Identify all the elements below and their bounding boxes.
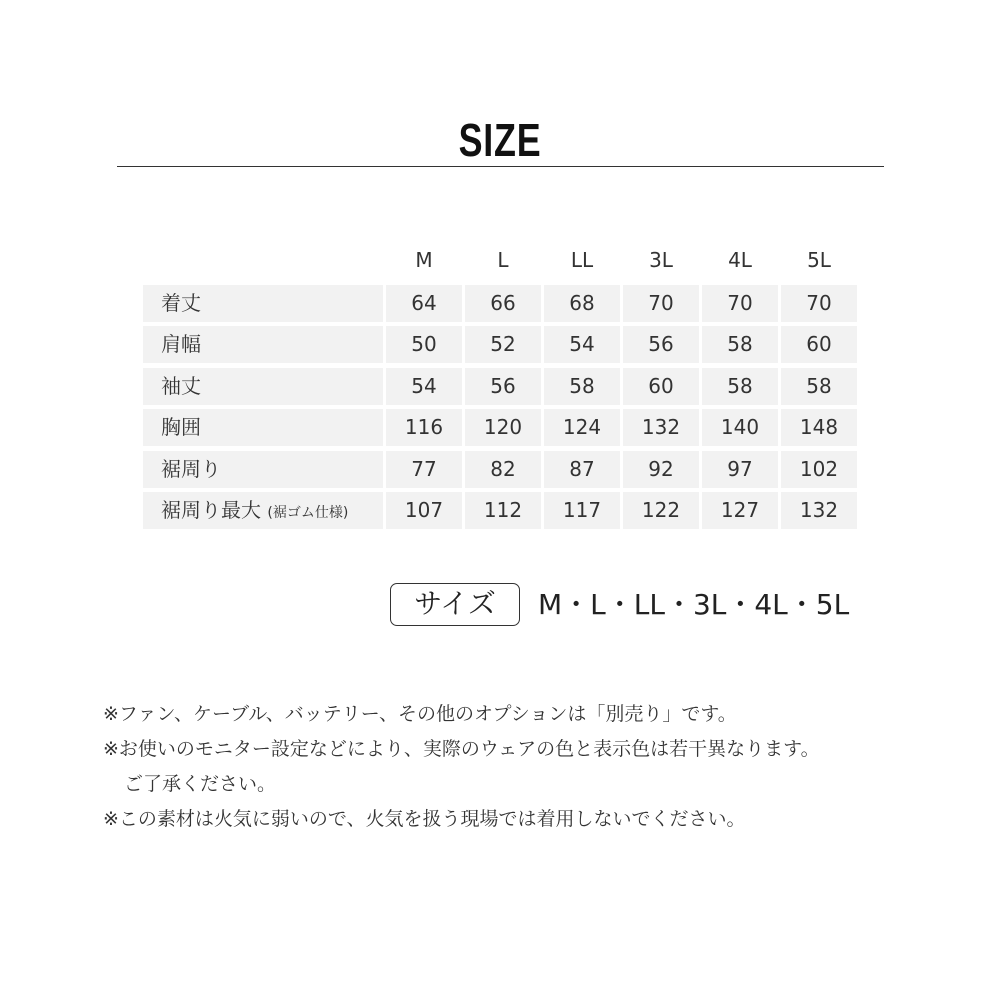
table-cell: 132 [623,409,699,446]
table-cell: 64 [386,285,462,322]
table-cell: 54 [386,368,462,405]
table-cell: 140 [702,409,778,446]
row-label-note: (裾ゴム仕様) [267,505,349,521]
table-cell: 70 [623,285,699,322]
note-item: ※お使いのモニター設定などにより、実際のウェアの色と表示色は若干異なります。 [103,738,820,760]
row-label: 裾周り [143,451,383,488]
column-header-l: L [497,248,509,272]
table-cell: 124 [544,409,620,446]
row-label-text: 裾周り最大 [161,498,261,522]
table-cell: 60 [781,326,857,363]
column-header-5l: 5L [807,248,831,272]
table-cell: 132 [781,492,857,529]
row-label: 胸囲 [143,409,383,446]
column-header-3l: 3L [649,248,673,272]
row-label [143,492,383,529]
table-cell: 70 [781,285,857,322]
notes [103,697,820,837]
table-cell: 56 [623,326,699,363]
table-cell: 120 [465,409,541,446]
table-cell: 148 [781,409,857,446]
table-cell: 50 [386,326,462,363]
table-cell: 52 [465,326,541,363]
table-cell: 112 [465,492,541,529]
table-cell: 58 [702,326,778,363]
table-cell: 70 [702,285,778,322]
table-cell: 127 [702,492,778,529]
table-cell: 54 [544,326,620,363]
table-cell: 122 [623,492,699,529]
page-title: SIZE [458,114,542,166]
title-divider [117,166,884,167]
table-cell: 58 [702,368,778,405]
table-cell: 66 [465,285,541,322]
table-cell: 56 [465,368,541,405]
size-list: M・L・LL・3L・4L・5L [538,588,850,621]
table-cell: 60 [623,368,699,405]
note-item: ※ファン、ケーブル、バッテリー、その他のオプションは「別売り」です。 [103,703,737,725]
table-cell: 58 [544,368,620,405]
table-cell: 116 [386,409,462,446]
table-cell: 87 [544,451,620,488]
size-label-badge: サイズ [390,583,520,626]
table-cell: 117 [544,492,620,529]
column-header-m: M [415,248,433,272]
table-cell: 107 [386,492,462,529]
table-cell: 92 [623,451,699,488]
row-label: 着丈 [143,285,383,322]
table-cell: 58 [781,368,857,405]
table-cell: 102 [781,451,857,488]
table-cell: 97 [702,451,778,488]
note-item: ※この素材は火気に弱いので、火気を扱う現場では着用しないでください。 [103,808,746,830]
table-cell: 82 [465,451,541,488]
table-cell: 68 [544,285,620,322]
row-label: 袖丈 [143,368,383,405]
column-header-4l: 4L [728,248,752,272]
column-header-ll: LL [570,248,594,272]
note-item: ご了承ください。 [124,773,277,795]
row-label: 肩幅 [143,326,383,363]
table-cell: 77 [386,451,462,488]
